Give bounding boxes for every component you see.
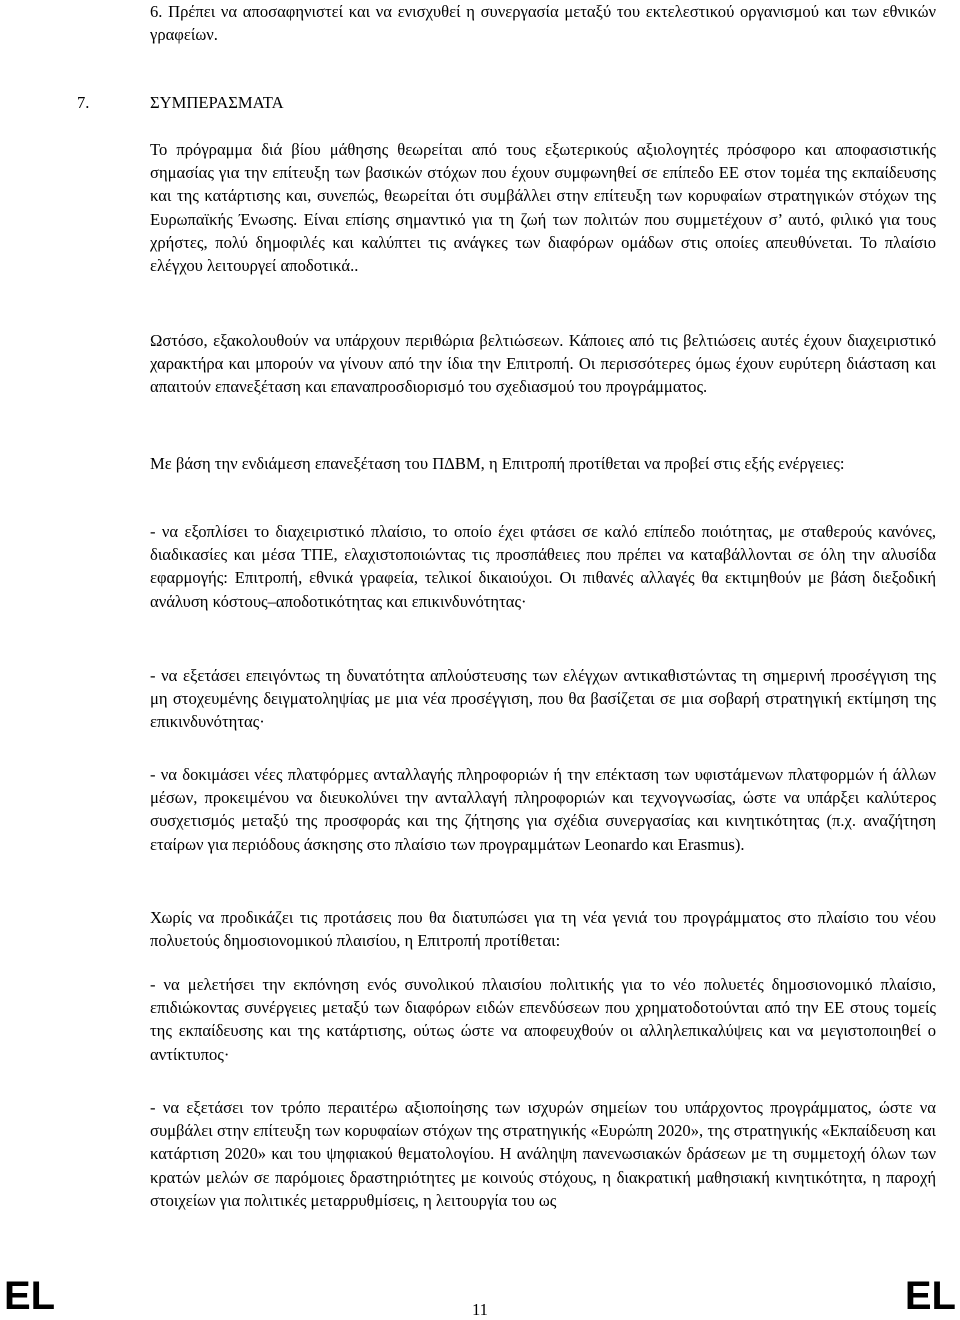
paragraph-4: - να εξοπλίσει το διαχειριστικό πλαίσιο, το οποίο έχει φτάσει σε καλό επίπεδο ποιότητας, με σταθερούς κανόνες, διαδικασίες και μέσα ΤΠΕ, ελαχιστοποιώντας τις προσπάθειες που πρέπει να καταβάλλονται σε όλη την αλυσίδα εφαρμογής: Επιτροπή, εθνικά γραφεία, τελικοί δικαιούχοι. Οι πιθανές αλλαγές θα εκτιμηθούν με βάση διεξοδική ανάλυση κόστους–αποδοτικότητας και επικινδυνότητας· (150, 522, 936, 611)
paragraph-8: - να μελετήσει την εκπόνηση ενός συνολικού πλαισίου πολιτικής για το νέο πολυετές δημοσιονομικό πλαίσιο, επιδιώκοντας συνέργειες μεταξύ των διαφόρων ειδών επενδύσεων που χρηματοδοτούνται από την ΕΕ στους τομείς της εκπαίδευσης και της κατάρτισης, ούτως ώστε να αποφευχθούν οι αλληλεπικαλύψεις και να μεγιστοποιηθεί ο αντίκτυπος· (150, 975, 936, 1064)
list-item-6: 6. Πρέπει να αποσαφηνιστεί και να ενισχυθεί η συνεργασία μεταξύ του εκτελεστικού οργανισμού και των εθνικών γραφείων. (150, 2, 936, 45)
paragraph-3: Με βάση την ενδιάμεση επανεξέταση του ΠΔΒΜ, η Επιτροπή προτίθεται να προβεί στις εξής ενέργειες: (150, 454, 845, 473)
footer-language-left: EL (4, 1274, 56, 1318)
paragraph-1: Το πρόγραμμα διά βίου μάθησης θεωρείται από τους εξωτερικούς αξιολογητές πρόσφορο και αποφασιστικής σημασίας για την επίτευξη των βασικών στόχων που έχουν συμφωνηθεί σε επίπεδο ΕΕ στον τομέα της εκπαίδευσης και της κατάρτισης και, συνεπώς, θεωρείται ότι συμβάλλει στην επίτευξη των κορυφαίων στρατηγικών στόχων της Ευρωπαϊκής Ένωσης. Είναι επίσης σημαντικό για τη ζωή των πολιτών που συμμετέχουν σ’ αυτό, φιλικό για τους χρήστες, πολύ δημοφιλές και καλύπτει τις ανάγκες των διαφόρων ομάδων στις οποίες απευθύνεται. Το πλαίσιο ελέγχου λειτουργεί αποδοτικά.. (150, 140, 936, 276)
paragraph-7: Χωρίς να προδικάζει τις προτάσεις που θα διατυπώσει για τη νέα γενιά του προγράμματος στο πλαίσιο του νέου πολυετούς δημοσιονομικού πλαισίου, η Επιτροπή προτίθεται: (150, 908, 936, 951)
section-number: 7. (77, 93, 90, 112)
page-number: 11 (472, 1300, 488, 1319)
footer-language-right: EL (904, 1274, 956, 1318)
section-heading (77, 91, 284, 114)
paragraph-5: - να εξετάσει επειγόντως τη δυνατότητα απλούστευσης των ελέγχων αντικαθιστώντας τη σημερινή προσέγγιση της μη στοχευμένης δειγματοληψίας με μια νέα προσέγγιση, που θα βασίζεται σε μια σοβαρή στρατηγική εκτίμηση της επικινδυνότητας· (150, 666, 936, 732)
paragraph-2: Ωστόσο, εξακολουθούν να υπάρχουν περιθώρια βελτιώσεων. Κάποιες από τις βελτιώσεις αυτές έχουν διαχειριστικό χαρακτήρα και μπορούν να γίνουν από την ίδια την Επιτροπή. Οι περισσότερες όμως έχουν ευρύτερη διάσταση και απαιτούν επανεξέταση και επαναπροσδιορισμό του σχεδιασμού του προγράμματος. (150, 331, 936, 397)
paragraph-9: - να εξετάσει τον τρόπο περαιτέρω αξιοποίησης των ισχυρών σημείων του υπάρχοντος προγράμματος, ώστε να συμβάλει στην επίτευξη των κορυφαίων στόχων της στρατηγικής «Ευρώπη 2020», της στρατηγικής «Εκπαίδευση και κατάρτιση 2020» και του ψηφιακού θεματολογίου. Η ανάληψη πανενωσιακών δράσεων με τη συμμετοχή όλων των κρατών μελών σε παρόμοιες δραστηριότητες με κοινούς στόχους, η διακρατική μαθησιακή κινητικότητα, η παροχή στοιχείων για πολιτικές μεταρρυθμίσεις, η λειτουργία του ως (150, 1098, 936, 1210)
section-title: ΣΥΜΠΕΡΑΣΜΑΤΑ (150, 93, 284, 112)
paragraph-6: - να δοκιμάσει νέες πλατφόρμες ανταλλαγής πληροφοριών ή την επέκταση των υφιστάμενων πλατφορμών ή άλλων μέσων, προκειμένου να διευκολύνει την ανταλλαγή πληροφοριών και τεχνογνωσίας, ώστε να υπάρξει καλύτερος συσχετισμός μεταξύ της προσφοράς και της ζήτησης για σχέδια συνεργασίας και κινητικότητας (π.χ. αναζήτηση εταίρων για περιόδους άσκησης στο πλαίσιο των προγραμμάτων Leonardo και Erasmus). (150, 765, 936, 854)
